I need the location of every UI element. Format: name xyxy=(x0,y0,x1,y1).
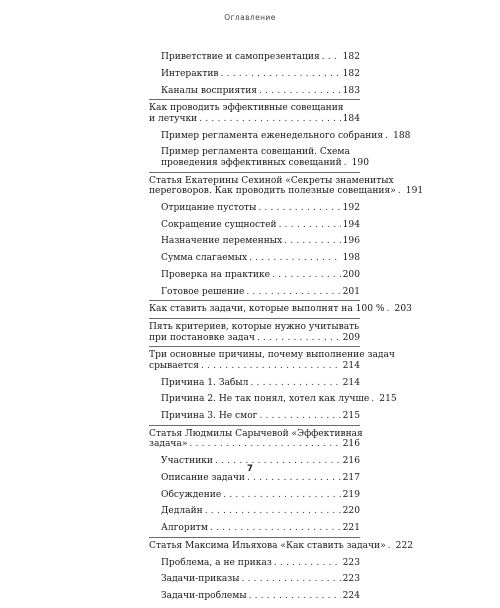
dot-leader xyxy=(259,86,341,97)
toc-section-entry[interactable] xyxy=(149,270,360,281)
entry-title-row xyxy=(161,157,369,169)
toc-chapter-entry[interactable] xyxy=(149,322,360,343)
entry-title-line: Причина 2. Не так понял, хотел как лучше xyxy=(161,394,370,405)
entry-title-line: Сокращение сущностей xyxy=(161,219,277,230)
toc-section-entry[interactable] xyxy=(149,591,360,602)
entry-title-line: проведения эффективных совещаний xyxy=(161,157,342,168)
entry-title-row xyxy=(149,114,360,125)
entry-page-number: 221 xyxy=(342,523,360,534)
entry-title-row xyxy=(161,506,360,517)
toc-section-entry[interactable] xyxy=(149,287,360,298)
entry-title-line: Приветствие и самопрезентация xyxy=(161,52,320,62)
entry-page-number: 219 xyxy=(342,489,360,500)
entry-title-row xyxy=(161,394,397,405)
entry-title-line: Статья Людмилы Сарычевой «Эффективная xyxy=(149,428,363,439)
entry-page-number: 184 xyxy=(342,113,360,124)
entry-title-line: Пять критериев, которые нужно учитывать xyxy=(149,321,360,332)
entry-title-line: Задачи-проблемы xyxy=(161,591,247,602)
toc-section-entry[interactable] xyxy=(149,236,360,247)
entry-title-line: Причина 1. Забыл xyxy=(161,377,249,388)
entry-title-row xyxy=(161,411,360,422)
dot-leader xyxy=(398,186,404,197)
toc-chapter-entry[interactable] xyxy=(149,304,412,315)
dot-leader xyxy=(371,394,377,405)
entry-page-number: 196 xyxy=(342,236,360,247)
entry-title-row xyxy=(161,236,360,247)
dot-leader xyxy=(201,361,341,372)
entry-title-row xyxy=(161,591,360,602)
entry-title-line: при постановке задач xyxy=(149,332,255,343)
toc-section-entry[interactable] xyxy=(149,203,360,214)
entry-title-line: Назначение переменных xyxy=(161,236,283,247)
dot-leader xyxy=(272,270,341,281)
toc-section-entry[interactable] xyxy=(149,574,360,585)
dot-leader xyxy=(223,490,340,501)
entry-title-line: Статья Максима Ильяхова «Как ставить задачи» xyxy=(149,540,386,551)
toc-section-entry[interactable] xyxy=(149,86,360,97)
entry-title-row xyxy=(161,270,360,281)
entry-title-line: Пример регламента еженедельного собрания xyxy=(161,130,384,141)
dot-leader xyxy=(388,541,394,552)
dot-leader xyxy=(284,236,340,247)
toc-section-entry[interactable] xyxy=(149,378,360,389)
toc-section-entry[interactable] xyxy=(149,130,411,142)
entry-title-row xyxy=(149,540,414,552)
entry-page-number: 190 xyxy=(351,157,369,168)
section-divider xyxy=(149,318,360,319)
entry-title-row xyxy=(161,130,411,142)
entry-page-number: 215 xyxy=(379,394,397,405)
dot-leader xyxy=(274,558,341,569)
entry-title-row xyxy=(161,52,360,63)
entry-title-row xyxy=(161,253,360,264)
entry-page-number: 223 xyxy=(342,574,360,585)
entry-title-row xyxy=(149,333,360,344)
entry-page-number: 216 xyxy=(342,456,360,467)
toc-chapter-entry[interactable] xyxy=(149,428,363,450)
running-head: Оглавление xyxy=(224,13,276,22)
section-divider xyxy=(149,300,360,301)
dot-leader xyxy=(344,158,350,169)
entry-title-line: Статья Екатерины Сехиной «Секреты знаменитых xyxy=(149,175,394,186)
entry-page-number: 224 xyxy=(342,591,360,602)
toc-section-entry[interactable] xyxy=(149,52,360,63)
entry-title-line: Готовое решение xyxy=(161,286,245,297)
entry-title-line: и летучки xyxy=(149,113,198,124)
entry-page-number: 214 xyxy=(342,360,360,371)
entry-page-number: 209 xyxy=(342,332,360,343)
entry-title-line: Каналы восприятия xyxy=(161,85,258,96)
section-divider xyxy=(149,172,360,173)
entry-page-number: 201 xyxy=(342,286,360,297)
entry-title-row xyxy=(149,361,360,372)
dot-leader xyxy=(247,473,341,484)
entry-page-number: 203 xyxy=(394,304,412,315)
dot-leader xyxy=(199,114,340,125)
toc-section-entry[interactable] xyxy=(149,558,360,569)
entry-title-line: Как ставить задачи, которые выполнят на 100 % xyxy=(149,304,385,315)
entry-title-line: Описание задачи xyxy=(161,472,245,483)
entry-page-number: 191 xyxy=(405,186,424,197)
entry-page-number: 183 xyxy=(342,85,360,96)
entry-title-line: Отрицание пустоты xyxy=(161,202,257,213)
toc-section-entry[interactable] xyxy=(149,411,360,422)
entry-page-number: 192 xyxy=(342,202,360,213)
entry-page-number: 223 xyxy=(342,557,360,568)
dot-leader xyxy=(189,439,340,450)
entry-page-number: 198 xyxy=(342,253,360,264)
entry-title-line: Сумма слагаемых xyxy=(161,253,248,264)
entry-title-line: срывается xyxy=(149,360,199,371)
entry-page-number: 188 xyxy=(393,130,411,141)
entry-title-row xyxy=(161,523,360,534)
dot-leader xyxy=(258,203,340,214)
dot-leader xyxy=(322,52,341,63)
dot-leader xyxy=(259,411,340,422)
toc-chapter-entry[interactable] xyxy=(149,175,424,197)
entry-title-line: Обсуждение xyxy=(161,489,222,500)
entry-title-row xyxy=(161,473,360,484)
entry-page-number: 194 xyxy=(342,219,360,230)
entry-page-number: 182 xyxy=(342,52,360,62)
toc-section-entry[interactable] xyxy=(149,253,360,264)
entry-title-line: Проблема, а не приказ xyxy=(161,557,272,568)
entry-title-row xyxy=(149,186,424,197)
entry-title-line: Как проводить эффективные совещания xyxy=(149,103,344,114)
entry-title-row xyxy=(161,203,360,214)
dot-leader xyxy=(385,131,391,142)
entry-title-line: Участники xyxy=(161,456,213,467)
toc-chapter-entry[interactable] xyxy=(149,350,395,371)
entry-page-number: 214 xyxy=(342,377,360,388)
entry-title-row xyxy=(161,220,360,231)
dot-leader xyxy=(257,333,341,344)
toc-section-entry[interactable] xyxy=(149,506,360,517)
section-divider xyxy=(149,537,360,538)
toc-chapter-entry[interactable] xyxy=(149,103,360,124)
entry-title-row xyxy=(161,86,360,97)
dot-leader xyxy=(387,304,393,315)
entry-page-number: 222 xyxy=(395,540,414,551)
dot-leader xyxy=(249,253,341,264)
dot-leader xyxy=(249,591,341,602)
toc-section-entry[interactable] xyxy=(149,394,397,405)
entry-title-row xyxy=(161,69,360,80)
toc-section-entry[interactable] xyxy=(149,220,360,231)
entry-title-row xyxy=(149,439,360,450)
dot-leader xyxy=(221,69,341,80)
section-divider xyxy=(149,425,360,426)
dot-leader xyxy=(210,523,341,534)
toc-section-entry[interactable] xyxy=(149,147,369,168)
entry-title-row xyxy=(161,558,360,569)
dot-leader xyxy=(279,220,341,231)
toc-section-entry[interactable] xyxy=(149,69,360,80)
toc-section-entry[interactable] xyxy=(149,490,360,501)
section-divider xyxy=(149,99,360,100)
entry-title-line: задача» xyxy=(149,439,188,450)
entry-page-number: 220 xyxy=(342,506,360,517)
entry-page-number: 215 xyxy=(342,411,360,422)
entry-page-number: 216 xyxy=(342,439,360,450)
section-divider xyxy=(149,346,360,347)
entry-title-row xyxy=(161,490,360,501)
table-of-contents xyxy=(149,52,424,608)
entry-page-number: 217 xyxy=(342,472,360,483)
entry-title-line: Алгоритм xyxy=(161,523,208,534)
entry-title-line: Задачи-приказы xyxy=(161,574,240,585)
entry-title-row xyxy=(161,378,360,389)
page-number: 7 xyxy=(247,464,253,474)
entry-page-number: 182 xyxy=(342,68,360,79)
toc-chapter-entry[interactable] xyxy=(149,540,414,552)
entry-title-row xyxy=(161,574,360,585)
toc-section-entry[interactable] xyxy=(149,473,360,484)
entry-title-line: Пример регламента совещаний. Схема xyxy=(161,147,350,158)
entry-title-line: Причина 3. Не смог xyxy=(161,411,258,422)
entry-page-number: 200 xyxy=(342,270,360,280)
dot-leader xyxy=(242,574,341,585)
entry-title-line: переговоров. Как проводить полезные совещания» xyxy=(149,186,396,197)
entry-title-row xyxy=(149,304,412,315)
toc-section-entry[interactable] xyxy=(149,523,360,534)
entry-title-line: Дедлайн xyxy=(161,506,203,517)
entry-title-line: Проверка на практике xyxy=(161,270,271,280)
entry-title-row xyxy=(161,287,360,298)
dot-leader xyxy=(205,506,341,517)
dot-leader xyxy=(246,287,340,298)
entry-title-line: Три основные причины, почему выполнение задач xyxy=(149,350,395,361)
entry-title-line: Интерактив xyxy=(161,68,219,79)
dot-leader xyxy=(250,378,340,389)
